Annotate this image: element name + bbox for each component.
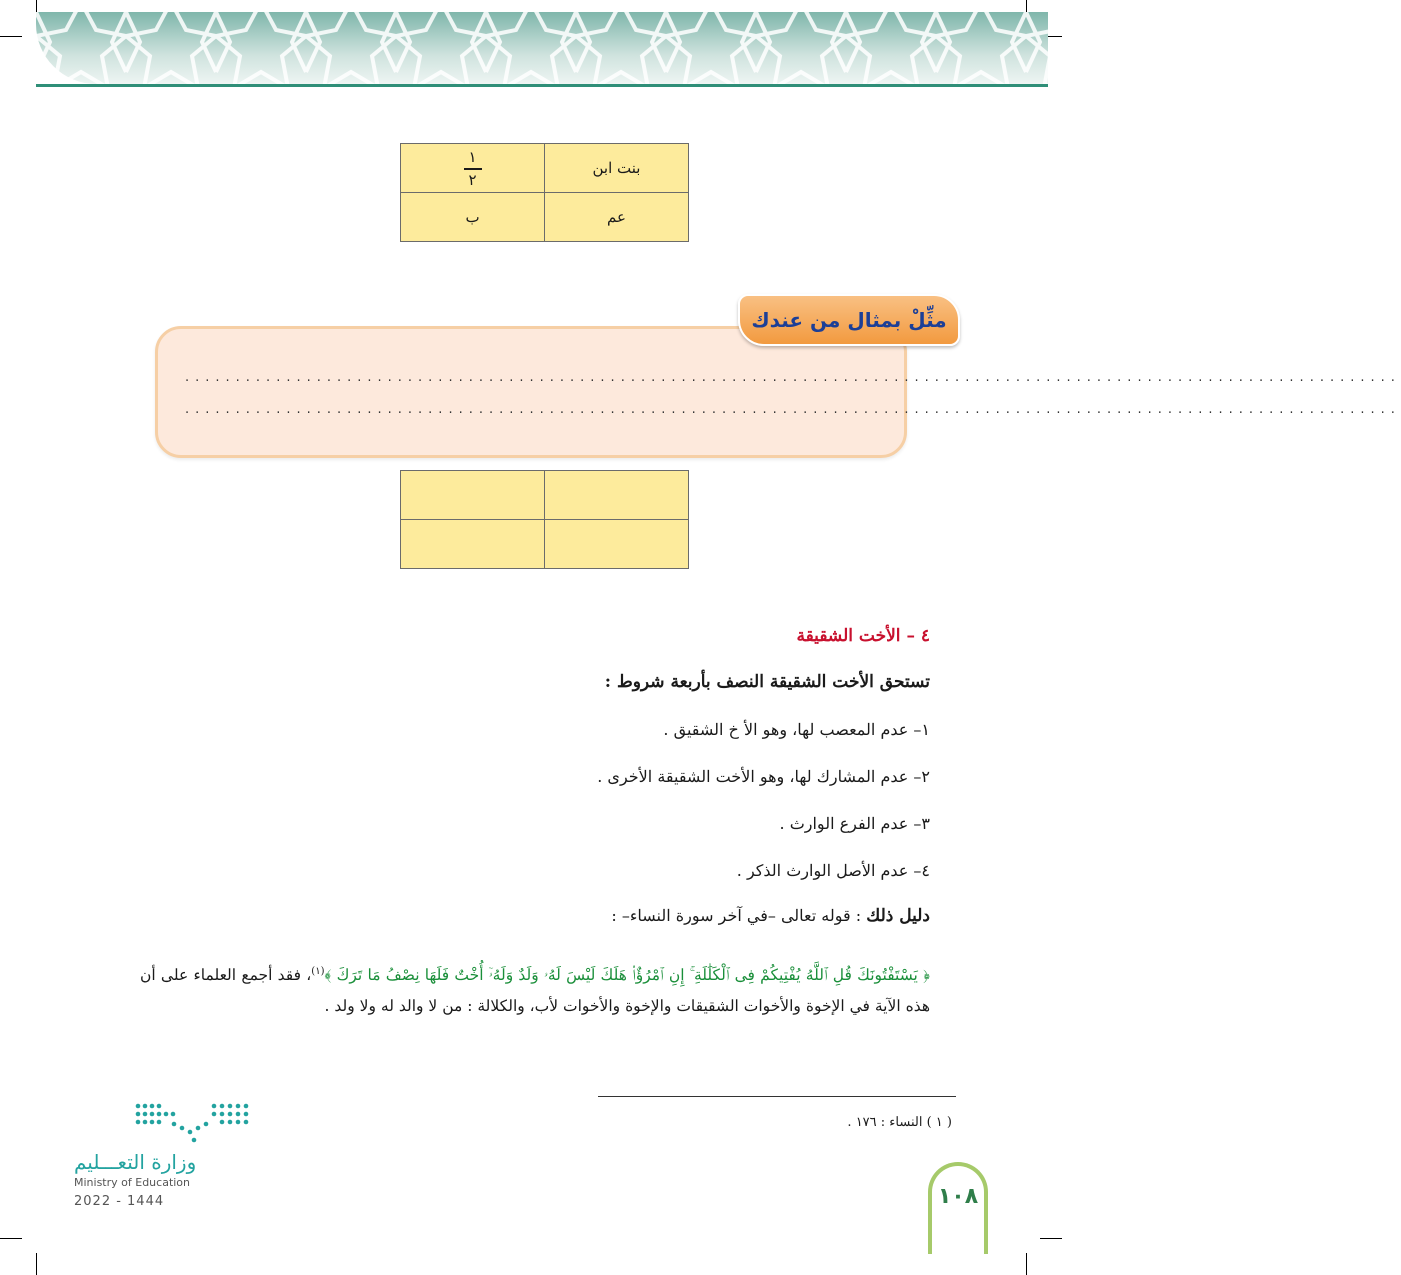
evidence-label: دليل ذلك — [866, 906, 930, 926]
fraction-denominator: ٢ — [468, 170, 477, 189]
table-row — [401, 144, 689, 193]
crop-mark — [1026, 1253, 1027, 1275]
inheritance-table — [400, 143, 689, 242]
table-cell: بنت ابن — [545, 144, 689, 193]
crop-mark — [0, 36, 22, 37]
condition-item: ٤– عدم الأصل الوارث الذكر . — [736, 861, 930, 880]
fraction-numerator: ١ — [468, 148, 477, 167]
ministry-logo-icon — [134, 1102, 252, 1146]
footnote-rule — [598, 1096, 956, 1097]
section-heading: ٤ – الأخت الشقيقة — [796, 626, 930, 646]
page-number: ١٠٨ — [928, 1162, 988, 1254]
quran-verse: ﴿ يَسْتَفْتُونَكَ قُلِ ٱللَّهُ يُفْتِيكُمْ فِى ٱلْكَلَٰلَةِ ۚ إِنِ ٱمْرُؤٌا۟ هَلَكَ لَيْسَ لَهُۥ وَلَدٌ وَلَهُۥٓ أُخْتٌ فَلَهَا نِصْفُ مَا تَرَكَ ﴾ — [324, 966, 930, 985]
condition-item: ٢– عدم المشارك لها، وهو الأخت الشقيقة الأخرى . — [597, 767, 930, 786]
footnote-ref[interactable]: (١) — [311, 966, 325, 977]
table-cell: ب — [401, 193, 545, 242]
geometric-pattern — [36, 12, 1048, 84]
table-row — [401, 520, 689, 569]
crop-mark — [0, 1238, 22, 1239]
table-cell: عم — [545, 193, 689, 242]
condition-item: ١– عدم المعصب لها، وهو الأ خ الشقيق . — [663, 720, 930, 739]
ministry-name-ar: وزارة التعـــليم — [74, 1150, 197, 1174]
section-intro: تستحق الأخت الشقيقة النصف بأربعة شروط : — [604, 672, 930, 692]
table-row — [401, 193, 689, 242]
evidence-line — [611, 906, 930, 926]
answer-line-1[interactable]: ........................................................................................................................ — [185, 370, 1401, 385]
table-cell[interactable] — [545, 520, 689, 569]
header-rule — [36, 84, 1048, 87]
footnote: ( ١ ) النساء : ١٧٦ . — [847, 1115, 952, 1130]
crop-mark — [36, 1253, 37, 1275]
table-row — [401, 471, 689, 520]
evidence-paragraph — [140, 956, 930, 1022]
paragraph-text: ، فقد أجمع العلماء على أن هذه الآية في الإخوة والأخوات الشقيقات والإخوة والأخوات لأب، والكلالة : من لا والد له ولا ولد . — [140, 966, 930, 1016]
example-title-tab: مثِّلْ بمثال من عندك — [738, 294, 960, 346]
table-cell[interactable] — [401, 471, 545, 520]
answer-line-2[interactable]: ........................................................................................................................ — [185, 402, 1401, 417]
fraction — [464, 150, 482, 188]
fraction-bar — [464, 168, 482, 170]
ministry-name-en: Ministry of Education — [74, 1176, 191, 1189]
blank-table — [400, 470, 689, 569]
condition-item: ٣– عدم الفرع الوارث . — [779, 814, 930, 833]
table-cell[interactable] — [401, 520, 545, 569]
table-cell[interactable] — [545, 471, 689, 520]
header-banner — [36, 12, 1048, 84]
crop-mark — [1040, 1238, 1062, 1239]
table-cell — [401, 144, 545, 193]
ministry-year: 2022 - 1444 — [74, 1194, 165, 1209]
evidence-text: : قوله تعالى –في آخر سورة النساء– : — [611, 906, 862, 925]
